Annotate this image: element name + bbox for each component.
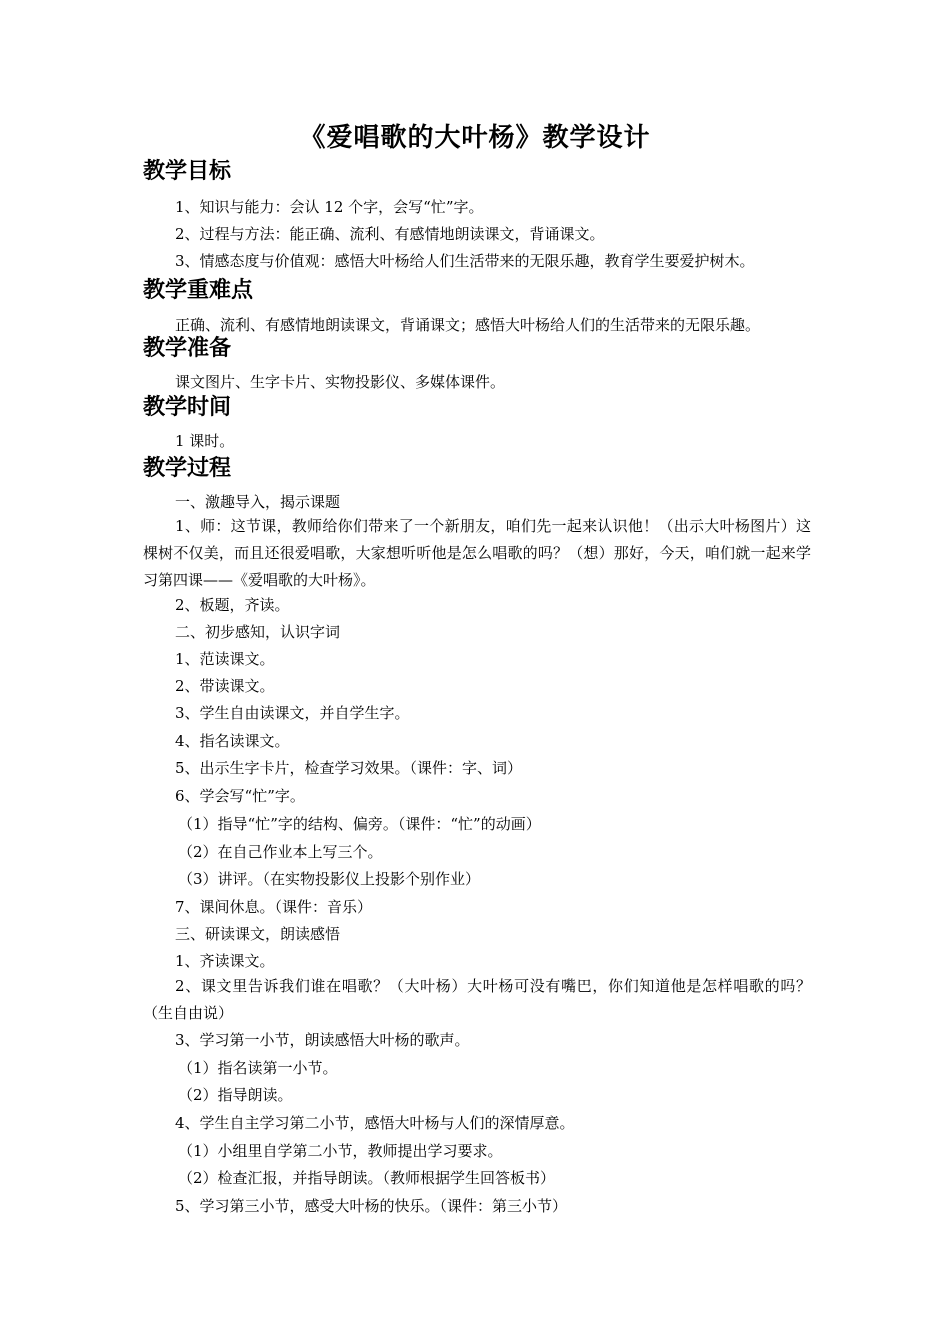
process-line: 2、板题，齐读。	[175, 596, 290, 614]
section-heading-process: 教学过程	[143, 456, 232, 481]
document-title: 《爱唱歌的大叶杨》教学设计	[299, 123, 651, 153]
process-line: （2）指导朗读。	[178, 1086, 293, 1104]
process-line: 4、学生自主学习第二小节，感悟大叶杨与人们的深情厚意。	[175, 1114, 575, 1132]
process-line: 1、齐读课文。	[175, 952, 275, 970]
process-line: （2）在自己作业本上写三个。	[178, 843, 383, 861]
process-line: 3、学习第一小节，朗读感悟大叶杨的歌声。	[175, 1031, 470, 1049]
process-line: （3）讲评。（在实物投影仪上投影个别作业）	[178, 870, 481, 888]
process-line: （1）小组里自学第二小节，教师提出学习要求。	[178, 1142, 503, 1160]
goal-item: 2、过程与方法：能正确、流利、有感情地朗读课文，背诵课文。	[175, 225, 605, 243]
goal-item: 1、知识与能力：会认 12 个字，会写“忙”字。	[175, 198, 484, 216]
process-line: 6、学会写“忙”字。	[175, 787, 305, 805]
process-line: 2、带读课文。	[175, 677, 275, 695]
process-line: 3、学生自由读课文，并自学生字。	[175, 704, 410, 722]
key-points-text: 正确、流利、有感情地朗读课文，背诵课文；感悟大叶杨给人们的生活带来的无限乐趣。	[175, 316, 761, 334]
process-line: （1）指导“忙”字的结构、偏旁。（课件：“忙”的动画）	[178, 815, 541, 833]
section-heading-preparation: 教学准备	[143, 336, 232, 361]
process-line: 5、出示生字卡片，检查学习效果。（课件：字、词）	[175, 759, 523, 777]
process-line: （1）指名读第一小节。	[178, 1059, 338, 1077]
section-heading-goals: 教学目标	[143, 159, 232, 184]
process-line: 1、范读课文。	[175, 650, 275, 668]
time-text: 1 课时。	[175, 432, 235, 450]
process-paragraph: 1、师：这节课，教师给你们带来了一个新朋友，咱们先一起来认识他！（出示大叶杨图片）这棵树不仅美，而且还很爱唱歌，大家想听听他是怎么唱歌的吗？（想）那好，今天，咱们就一起来学习第四课——《爱唱歌的大叶杨》。	[143, 517, 811, 589]
goal-item: 3、情感态度与价值观：感悟大叶杨给人们生活带来的无限乐趣，教育学生要爱护树木。	[175, 252, 755, 270]
process-line: 二、初步感知，认识字词	[175, 623, 341, 641]
section-heading-key-points: 教学重难点	[143, 278, 254, 303]
process-line: 5、学习第三小节，感受大叶杨的快乐。（课件：第三小节）	[175, 1197, 568, 1215]
section-heading-time: 教学时间	[143, 395, 232, 420]
process-line: 4、指名读课文。	[175, 732, 290, 750]
process-paragraph: 2、课文里告诉我们谁在唱歌？（大叶杨）大叶杨可没有嘴巴，你们知道他是怎样唱歌的吗？（生自由说）	[143, 977, 811, 1022]
process-line: 三、研读课文，朗读感悟	[175, 925, 341, 943]
process-line: 7、课间休息。（课件：音乐）	[175, 898, 373, 916]
process-line: （2）检查汇报，并指导朗读。（教师根据学生回答板书）	[178, 1169, 556, 1187]
preparation-text: 课文图片、生字卡片、实物投影仪、多媒体课件。	[175, 373, 506, 391]
process-line: 一、激趣导入，揭示课题	[175, 493, 341, 511]
